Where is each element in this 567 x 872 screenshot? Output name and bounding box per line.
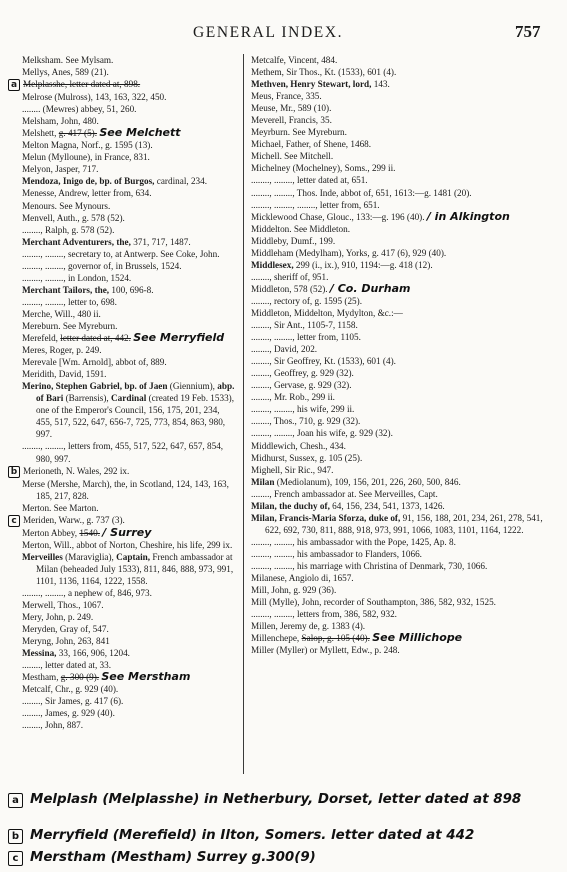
index-entry: Michelney (Mochelney), Soms., 299 ii. (251, 163, 396, 174)
index-entry: Miller (Myller) or Myllett, Edw., p. 248. (251, 645, 400, 656)
footnote-a (8, 792, 560, 828)
index-entry: ........, James, g. 929 (40). (22, 708, 115, 719)
index-entry: ........, ........, ........, letter from, 651. (251, 199, 380, 210)
index-entry (22, 551, 237, 587)
index-entry: Merche, Will., 480 ii. (22, 308, 101, 319)
entry-heading: Messina, (22, 648, 57, 659)
index-entry: ........, ........, Joan his wife, g. 929 (32). (251, 428, 393, 439)
index-entry (251, 78, 557, 90)
entry-text: (Giennium), (167, 381, 218, 392)
index-entry: ........, French ambassador at. See Merveilles, Capt. (251, 488, 438, 499)
index-entry: ........, ........, Thos. Inde, abbot of, 651, 1613:—g. 1481 (20). (251, 187, 472, 198)
index-entry: Menvell, Auth., g. 578 (52). (22, 212, 125, 223)
index-entry (251, 283, 557, 295)
index-entry: Mighell, Sir Ric., 947. (251, 464, 334, 475)
index-entry (22, 284, 237, 296)
index-entry: ........, Sir James, g. 417 (6). (22, 696, 124, 707)
entry-heading: abp. of Bari (36, 381, 235, 404)
footnote-b (8, 828, 560, 850)
index-entry: ........, Ralph, g. 578 (52). (22, 224, 115, 235)
index-entry: Melyon, Jasper, 717. (22, 164, 99, 175)
index-entry: ........, ........, in London, 1524. (22, 272, 132, 283)
entry-text: 143. (371, 79, 390, 90)
handwritten-note: See Millichope (372, 631, 463, 645)
index-entry (22, 671, 237, 683)
index-entry: ........, Thos., 710, g. 929 (32). (251, 416, 361, 427)
index-entry (251, 512, 557, 536)
struck-text: 1540. (79, 527, 100, 538)
entry-text: Merefeld, (22, 333, 61, 344)
index-entry: Menours. See Mynours. (22, 200, 111, 211)
index-entry: ........, ........, his marriage with Christina of Denmark, 730, 1066. (251, 560, 488, 571)
index-entry: ........, ........, letter dated at, 651. (251, 175, 368, 186)
index-entry: Midhurst, Sussex, g. 105 (25). (251, 452, 363, 463)
index-entry: Mill (Mylle), John, recorder of Southampton, 386, 582, 932, 1525. (251, 597, 496, 608)
handwritten-note: / Co. Durham (329, 281, 411, 295)
index-entry: Mill, John, g. 929 (36). (251, 585, 337, 596)
page-number: 757 (515, 22, 541, 41)
index-entry (251, 632, 557, 644)
index-entry: ........, ........, letters from, 386, 582, 932. (251, 609, 397, 620)
entry-heading: Methven, Henry Stewart, lord, (251, 79, 372, 90)
entry-text: Merioneth, N. Wales, 292 ix. (23, 465, 130, 476)
entry-heading: Merveilles (22, 551, 63, 562)
index-entry: ........, ........, letters from, 455, 517, 522, 647, 657, 854, 980, 997. (22, 441, 224, 464)
index-entry (251, 500, 557, 512)
footnote-text: Melplash (Melplasshe) in Netherbury, Dorset, letter dated at 898 (30, 792, 522, 807)
index-entry: Meryng, John, 263, 841 (22, 636, 110, 647)
index-entry: ........, Geoffrey, g. 929 (32). (251, 368, 354, 379)
struck-text: g. 417 (5). (58, 128, 98, 139)
index-entry (22, 236, 237, 248)
index-entry: Merton. See Marton. (22, 502, 99, 513)
index-entry: Merton, Will., abbot of Norton, Cheshire, his life, 299 ix. (22, 539, 233, 550)
entry-text: Mestham, (22, 672, 61, 683)
handwritten-note: / in Alkington (426, 209, 510, 223)
index-entry: ........, David, 202. (251, 344, 318, 355)
entry-text: Middleton, 578 (52). (251, 283, 328, 294)
entry-heading: Merino, Stephen Gabriel, bp. of Jaen (22, 381, 168, 392)
index-entry: ........, ........, a nephew of, 846, 973. (22, 587, 152, 598)
footnote-label: c (8, 851, 23, 866)
index-entry: ........, Gervase, g. 929 (32). (251, 380, 352, 391)
index-entry (10, 78, 237, 91)
entry-text: 64, 156, 234, 541, 1373, 1426. (329, 500, 445, 511)
index-entry: ........, sheriff of, 951. (251, 271, 329, 282)
index-entry: Metcalfe, Vincent, 484. (251, 55, 338, 65)
index-entry (251, 211, 557, 223)
entry-text: (Maraviglia), (62, 551, 117, 562)
entry-text: 33, 166, 906, 1204. (56, 648, 130, 659)
entry-heading: Merchant Adventurers, the, (22, 236, 131, 247)
entry-text: 371, 717, 1487. (130, 236, 191, 247)
entry-heading: Milan (251, 476, 275, 487)
handwritten-note: See Melchett (99, 126, 181, 140)
entry-text: 91, 156, 188, 201, 234, 261, 278, 541, 622, 692, 730, 811, 888, 918, 973, 991, 1066, 1083, 1101, 1164, 1222. (265, 512, 543, 535)
index-entry: Melksham. See Mylsam. (22, 55, 114, 65)
footnote-c (8, 850, 560, 872)
index-entry: Meridith, David, 1591. (22, 369, 107, 380)
entry-heading: Milan, Francis-Maria Sforza, duke of, (251, 512, 401, 523)
footnote-text: Merryfield (Merefield) in Ilton, Somers. letter dated at 442 (30, 828, 475, 843)
index-entry: Melton Magna, Norf., g. 1595 (13). (22, 140, 153, 151)
index-entry: Melrose (Mulross), 143, 163, 322, 450. (22, 92, 167, 103)
annotation-label-b: b (8, 466, 20, 478)
index-entry: Mereburn. See Myreburn. (22, 320, 118, 331)
index-entry: Michael, Father, of Shene, 1468. (251, 139, 372, 150)
index-entry: ........, ........, governor of, in Brussels, 1524. (22, 260, 182, 271)
handwritten-note: See Merryfield (133, 331, 225, 345)
entry-text: (Barrensis), (63, 393, 112, 404)
left-column (10, 54, 237, 731)
entry-text: (created 19 Feb. 1533), one of the Emperor's Council, 156, 175, 201, 234, 455, 517, 522, 647, 656-7, 725, 773, 854, 863, 980, 997. (36, 393, 235, 440)
index-entry: Meryden, Gray of, 547. (22, 624, 109, 635)
index-entry: ........, rectory of, g. 1595 (25). (251, 295, 362, 306)
index-entry: ........, ........, his ambassador to Flanders, 1066. (251, 548, 422, 559)
entry-text: Melshett, (22, 128, 59, 139)
index-entry: Middleton, Middelton, Mydylton, &c.:— (251, 307, 403, 318)
entry-heading: Cardinal (111, 393, 147, 404)
entry-text: 100, 696-8. (109, 284, 154, 295)
struck-text: Melplasshe, letter dated at, 898. (23, 79, 141, 90)
index-entry: Middlewich, Chesh., 434. (251, 440, 346, 451)
index-entry: ........, letter dated at, 33. (22, 660, 112, 671)
entry-text: Meriden, Warw., g. 737 (3). (23, 514, 125, 525)
index-entry: Melun (Mylloune), in France, 831. (22, 152, 150, 163)
entry-text: French ambassador at Milan (beheaded July 1533), 811, 846, 888, 973, 991, 1101, 1136, 1164, 1222, 1558. (36, 551, 234, 586)
struck-text: Salop, g. 105 (40). (301, 633, 370, 644)
footnote-label: a (8, 793, 23, 808)
index-entry: Melsham, John, 480. (22, 116, 99, 127)
entry-heading: Captain, (116, 551, 151, 562)
index-entry: ........, ........, secretary to, at Antwerp. See Coke, John. (22, 248, 220, 259)
index-entry: Menesse, Andrew, letter from, 634. (22, 188, 152, 199)
entry-text: Micklewood Chase, Glouc., 133:—g. 196 (40). (251, 211, 425, 222)
column-divider (243, 54, 244, 774)
struck-text: g. 300 (9). (60, 672, 100, 683)
entry-heading: Mendoza, Inigo de, bp. of Burgos, (22, 176, 155, 187)
index-entry: Milanese, Angiolo di, 1657. (251, 573, 354, 584)
index-entry: Middleby, Dumf., 199. (251, 235, 336, 246)
handwritten-footnotes (8, 792, 560, 872)
index-entry (10, 465, 237, 478)
index-entry: ........, ........, letter to, 698. (22, 296, 117, 307)
index-entry: ........, ........, his wife, 299 ii. (251, 404, 355, 415)
entry-text: cardinal, 234. (154, 176, 208, 187)
handwritten-note: / Surrey (102, 525, 152, 539)
index-entry: Millen, Jeremy de, g. 1383 (4). (251, 621, 366, 632)
entry-text: 299 (i., ix.), 910, 1194:—g. 418 (12). (293, 259, 433, 270)
entry-text: Millenchepe, (251, 633, 302, 644)
index-entry: Michell. See Mitchell. (251, 151, 334, 162)
struck-text: letter dated at, 442. (60, 333, 131, 344)
index-entry (22, 380, 237, 440)
index-entry: ........, ........, his ambassador with the Pope, 1425, Ap. 8. (251, 536, 456, 547)
index-entry: ........, Sir Geoffrey, Kt. (1533), 601 (4). (251, 356, 396, 367)
index-entry: ........, Mr. Rob., 299 ii. (251, 392, 335, 403)
entry-heading: Merchant Tailors, the, (22, 284, 110, 295)
index-entry: Metcalf, Chr., g. 929 (40). (22, 684, 119, 695)
index-entry: Merse (Mershe, March), the, in Scotland, 124, 143, 163, 185, 217, 828. (22, 478, 229, 501)
right-column (251, 54, 557, 656)
entry-text: (Mediolanum), 109, 156, 201, 226, 260, 500, 846. (274, 476, 461, 487)
index-entry: Methem, Sir Thos., Kt. (1533), 601 (4). (251, 67, 397, 78)
index-entry (251, 476, 557, 488)
index-entry: Middelton. See Middleton. (251, 223, 351, 234)
index-entry (22, 647, 237, 659)
entry-text: Merton Abbey, (22, 527, 80, 538)
index-entry: ........, John, 887. (22, 720, 83, 731)
index-entry: Meus, France, 335. (251, 91, 322, 102)
index-entry: Merevale [Wm. Arnold], abbot of, 889. (22, 357, 167, 368)
index-entry: Mery, John, p. 249. (22, 612, 94, 623)
page-title: GENERAL INDEX. (193, 24, 344, 41)
index-entry: Meuse, Mr., 589 (10). (251, 103, 332, 114)
index-entry: ........, Sir Ant., 1105-7, 1158. (251, 320, 358, 331)
index-entry: Meverell, Francis, 35. (251, 115, 332, 126)
page-header (0, 20, 567, 44)
index-entry: ........ (Mewres) abbey, 51, 260. (22, 104, 137, 115)
index-entry: Meyrburn. See Myreburn. (251, 127, 347, 138)
index-entry (251, 259, 557, 271)
footnote-text: Merstham (Mestham) Surrey g.300(9) (30, 850, 316, 865)
index-entry (22, 175, 237, 187)
index-entry: Middleham (Medylham), Yorks, g. 417 (6), 929 (40). (251, 247, 447, 258)
annotation-label-c: c (8, 515, 20, 527)
index-entry (22, 332, 237, 344)
handwritten-note: See Merstham (101, 670, 191, 684)
index-entry (22, 527, 237, 539)
index-entry: Meres, Roger, p. 249. (22, 345, 102, 356)
index-entry: Merwell, Thos., 1067. (22, 599, 104, 610)
index-entry (22, 127, 237, 139)
index-entry: ........, ........, letter from, 1105. (251, 332, 361, 343)
footnote-label: b (8, 829, 23, 844)
entry-heading: Middlesex, (251, 259, 294, 270)
annotation-label-a: a (8, 79, 20, 91)
index-entry: Mellys, Anes, 589 (21). (22, 67, 109, 78)
entry-heading: Milan, the duchy of, (251, 500, 330, 511)
